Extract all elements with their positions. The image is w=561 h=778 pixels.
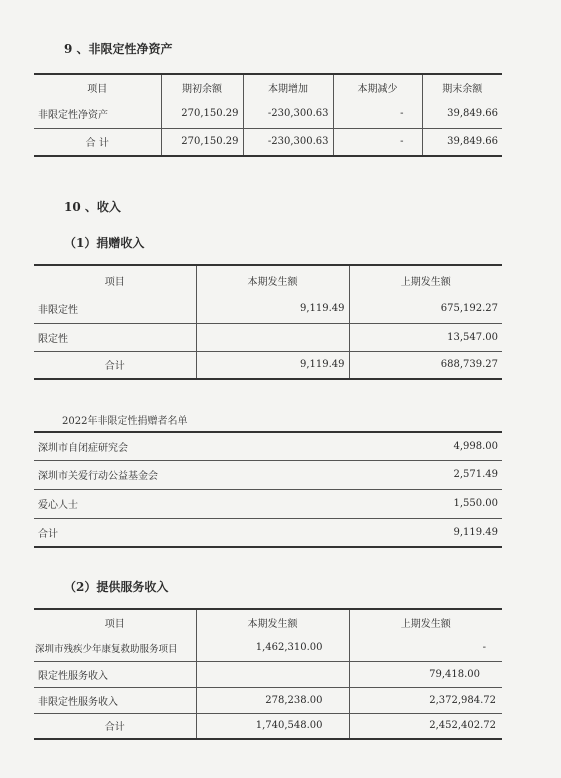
table-row	[34, 100, 502, 128]
cell: 合计	[34, 351, 196, 379]
cell	[196, 661, 349, 687]
table-row-total	[34, 518, 502, 547]
cell: 13,547.00	[349, 323, 502, 351]
table-row	[34, 661, 502, 687]
col-header: 上期发生额	[349, 609, 502, 635]
cell: 限定性	[34, 323, 196, 351]
table-row	[34, 295, 502, 323]
section-9-title: 9 、非限定性净资产	[64, 42, 173, 56]
cell: -	[333, 100, 422, 128]
cell	[196, 323, 349, 351]
cell: -230,300.63	[243, 128, 333, 156]
cell: 限定性服务收入	[34, 661, 196, 687]
cell: 278,238.00	[196, 687, 349, 713]
cell: 1,740,548.00	[196, 713, 349, 739]
col-header: 期末余额	[422, 74, 502, 100]
table-header-row	[34, 74, 502, 100]
cell: 9,119.49	[196, 295, 349, 323]
col-header: 本期发生额	[196, 609, 349, 635]
cell: 2,452,402.72	[349, 713, 502, 739]
cell: 9,119.49	[349, 518, 502, 547]
col-header: 本期增加	[243, 74, 333, 100]
net-assets-table	[34, 73, 502, 157]
table-row-total	[34, 713, 502, 739]
table-header-row	[34, 609, 502, 635]
cell: 270,150.29	[161, 128, 243, 156]
cell: -	[333, 128, 422, 156]
table-row	[34, 432, 502, 460]
cell: 非限定性净资产	[34, 100, 161, 128]
cell: 非限定性服务收入	[34, 687, 196, 713]
cell: -	[349, 635, 502, 661]
col-header: 本期减少	[333, 74, 422, 100]
cell: 深圳市残疾少年康复救助服务项目	[34, 635, 196, 661]
cell: -230,300.63	[243, 100, 333, 128]
cell: 合计	[34, 518, 196, 547]
cell: 深圳市自闭症研究会	[34, 432, 196, 460]
table-row-total	[34, 128, 502, 156]
donors-caption: 2022年非限定性捐赠者名单	[62, 416, 188, 427]
cell: 爱心人士	[34, 489, 196, 518]
cell: 合 计	[34, 128, 161, 156]
col-header: 项目	[34, 609, 196, 635]
col-header: 项目	[34, 74, 161, 100]
table-row	[34, 489, 502, 518]
cell: 675,192.27	[349, 295, 502, 323]
col-header: 项目	[34, 265, 196, 295]
table-row	[34, 635, 502, 661]
cell: 688,739.27	[349, 351, 502, 379]
table-row	[34, 687, 502, 713]
section-10-title: 10 、收入	[64, 200, 121, 214]
cell: 270,150.29	[161, 100, 243, 128]
cell: 39,849.66	[422, 128, 502, 156]
cell: 1,550.00	[349, 489, 502, 518]
cell: 39,849.66	[422, 100, 502, 128]
donors-table	[34, 431, 502, 548]
cell: 2,372,984.72	[349, 687, 502, 713]
cell: 4,998.00	[349, 432, 502, 460]
cell: 79,418.00	[349, 661, 502, 687]
col-header: 上期发生额	[349, 265, 502, 295]
services-table	[34, 608, 502, 740]
cell: 2,571.49	[349, 460, 502, 489]
cell: 深圳市关爱行动公益基金会	[34, 460, 196, 489]
cell: 非限定性	[34, 295, 196, 323]
col-header: 期初余额	[161, 74, 243, 100]
donation-title: （1）捐赠收入	[64, 236, 145, 250]
cell: 合计	[34, 713, 196, 739]
table-row	[34, 460, 502, 489]
table-header-row	[34, 265, 502, 295]
table-row-total	[34, 351, 502, 379]
donation-table	[34, 264, 502, 380]
col-header: 本期发生额	[196, 265, 349, 295]
cell: 9,119.49	[196, 351, 349, 379]
cell: 1,462,310.00	[196, 635, 349, 661]
services-title: （2）提供服务收入	[64, 580, 169, 594]
table-row	[34, 323, 502, 351]
